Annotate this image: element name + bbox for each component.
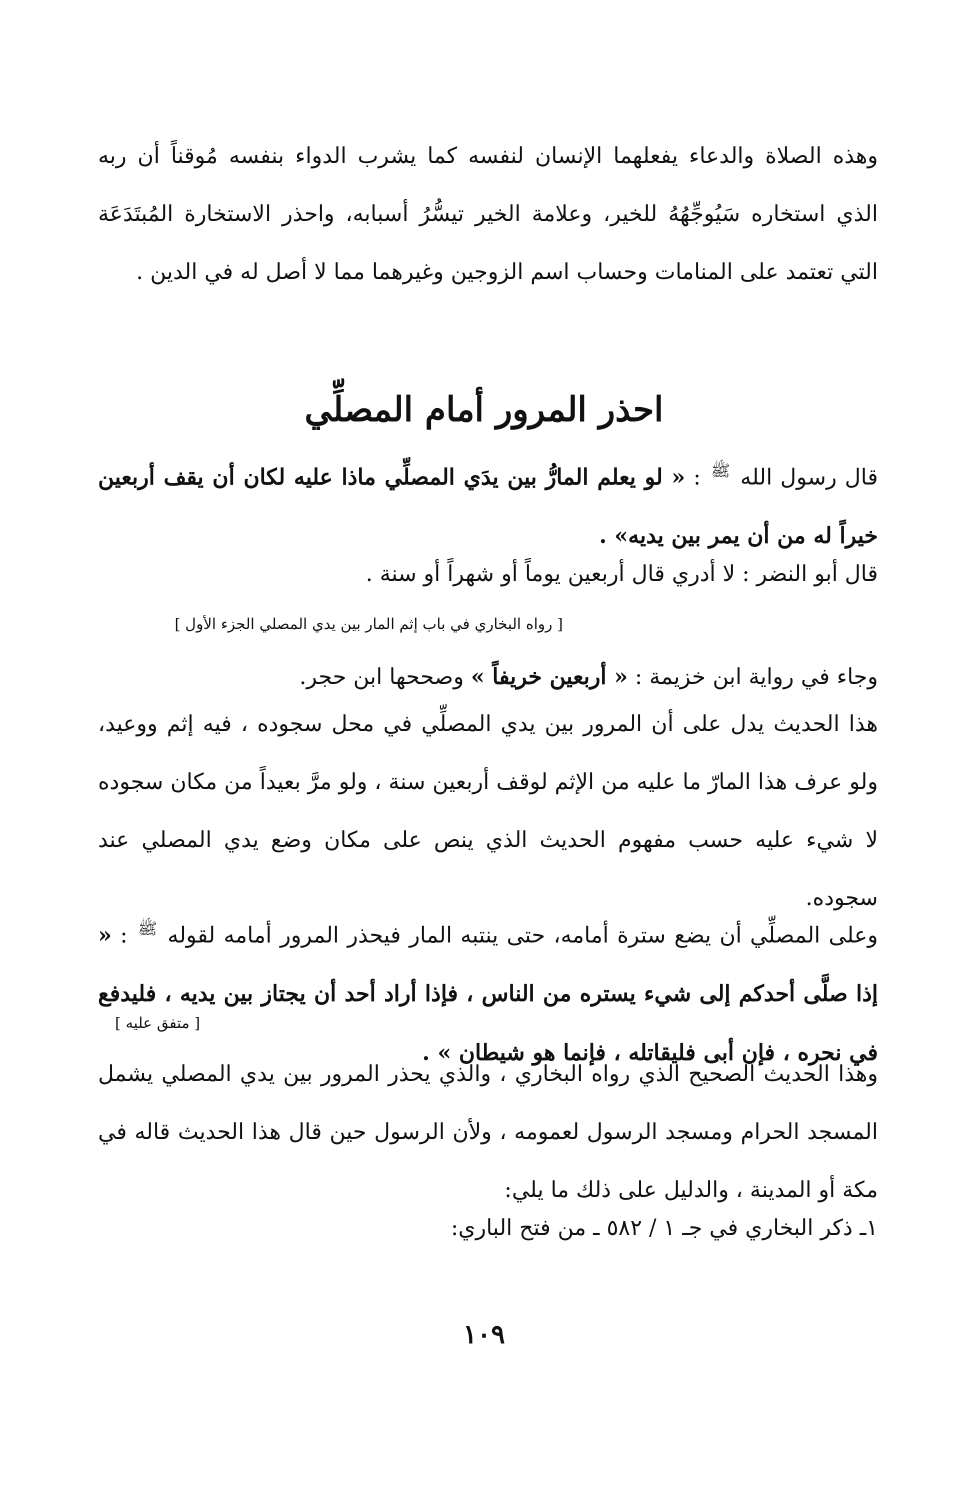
list-item-1: ١ـ ذكر البخاري في جـ ١ / ٥٨٢ ـ من فتح الباري: [450, 1216, 878, 1241]
source-citation: [ رواه البخاري في باب إثم المار بين يدي المصلي الجزء الأول ] [174, 615, 563, 633]
sutra-hadith: « إذا صلَّى أحدكم إلى شيء يستره من الناس ، فإذا أراد أحد أن يجتاز بين يديه ، فليدفع في نحره ، فإن أبى فليقاتله ، فإنما هو شيطان » . [98, 922, 878, 1067]
sutra-intro: وعلى المصلِّي أن يضع سترة أمامه، حتى ينتبه المار فيحذر المرور أمامه لقوله [167, 923, 879, 949]
salawat-glyph: ﷺ [710, 461, 731, 480]
page-number: ١٠٩ [463, 1320, 505, 1350]
hadith-colon: : [685, 465, 701, 491]
agreed-upon-citation: [ متفق عليه ] [115, 1014, 201, 1032]
hadith-text: « لو يعلم المارُّ بين يدَي المصلِّي ماذا عليه لكان أن يقف أربعين خيراً له من أن يمر بين يديه» . [98, 464, 878, 550]
ibn-khuzayma-outro: وصححها ابن حجر. [299, 665, 464, 690]
bukhari-paragraph: وهذا الحديث الصحيح الذي رواه البخاري ، والذي يحذر المرور بين يدي المصلي يشمل المسجد الحرام ومسجد الرسول لعمومه ، ولأن الرسول حين قال هذا الحديث قاله في مكة أو المدينة ، والدليل على ذلك ما يلي: [98, 1062, 878, 1203]
hadith-intro: قال رسول الله [740, 465, 878, 491]
section-title: احذر المرور أمام المصلِّي [304, 390, 664, 430]
ibn-khuzayma-quote: « أربعين خريفاً » [470, 664, 628, 690]
ibn-khuzayma-intro: وجاء في رواية ابن خزيمة : [627, 665, 878, 690]
salawat-glyph: ﷺ [137, 919, 158, 938]
sutra-colon: : [111, 923, 128, 949]
intro-paragraph: وهذه الصلاة والدعاء يفعلهما الإنسان لنفسه كما يشرب الدواء بنفسه مُوقناً أن ربه الذي استخاره سَيُوجِّهُهُ للخير، وعلامة الخير تيسُّرُ أسبابه، واحذر الاستخارة المُبتَدَعَة التي تعتمد على المنامات وحساب اسم الزوجين وغيرهما مما لا أصل له في الدين . [98, 144, 878, 285]
abu-nadr-line: قال أبو النضر : لا أدري قال أربعين يوماً أو شهراً أو سنة . [365, 562, 878, 587]
explanation-paragraph: هذا الحديث يدل على أن المرور بين يدي المصلِّي في محل سجوده ، فيه إثم ووعيد، ولو عرف هذا المارّ ما عليه من الإثم لوقف أربعين سنة ، ولو مرَّ بعيداً من مكان سجوده لا شيء عليه حسب مفهوم الحديث الذي ينص على مكان وضع يدي المصلي عند سجوده. [98, 712, 878, 911]
